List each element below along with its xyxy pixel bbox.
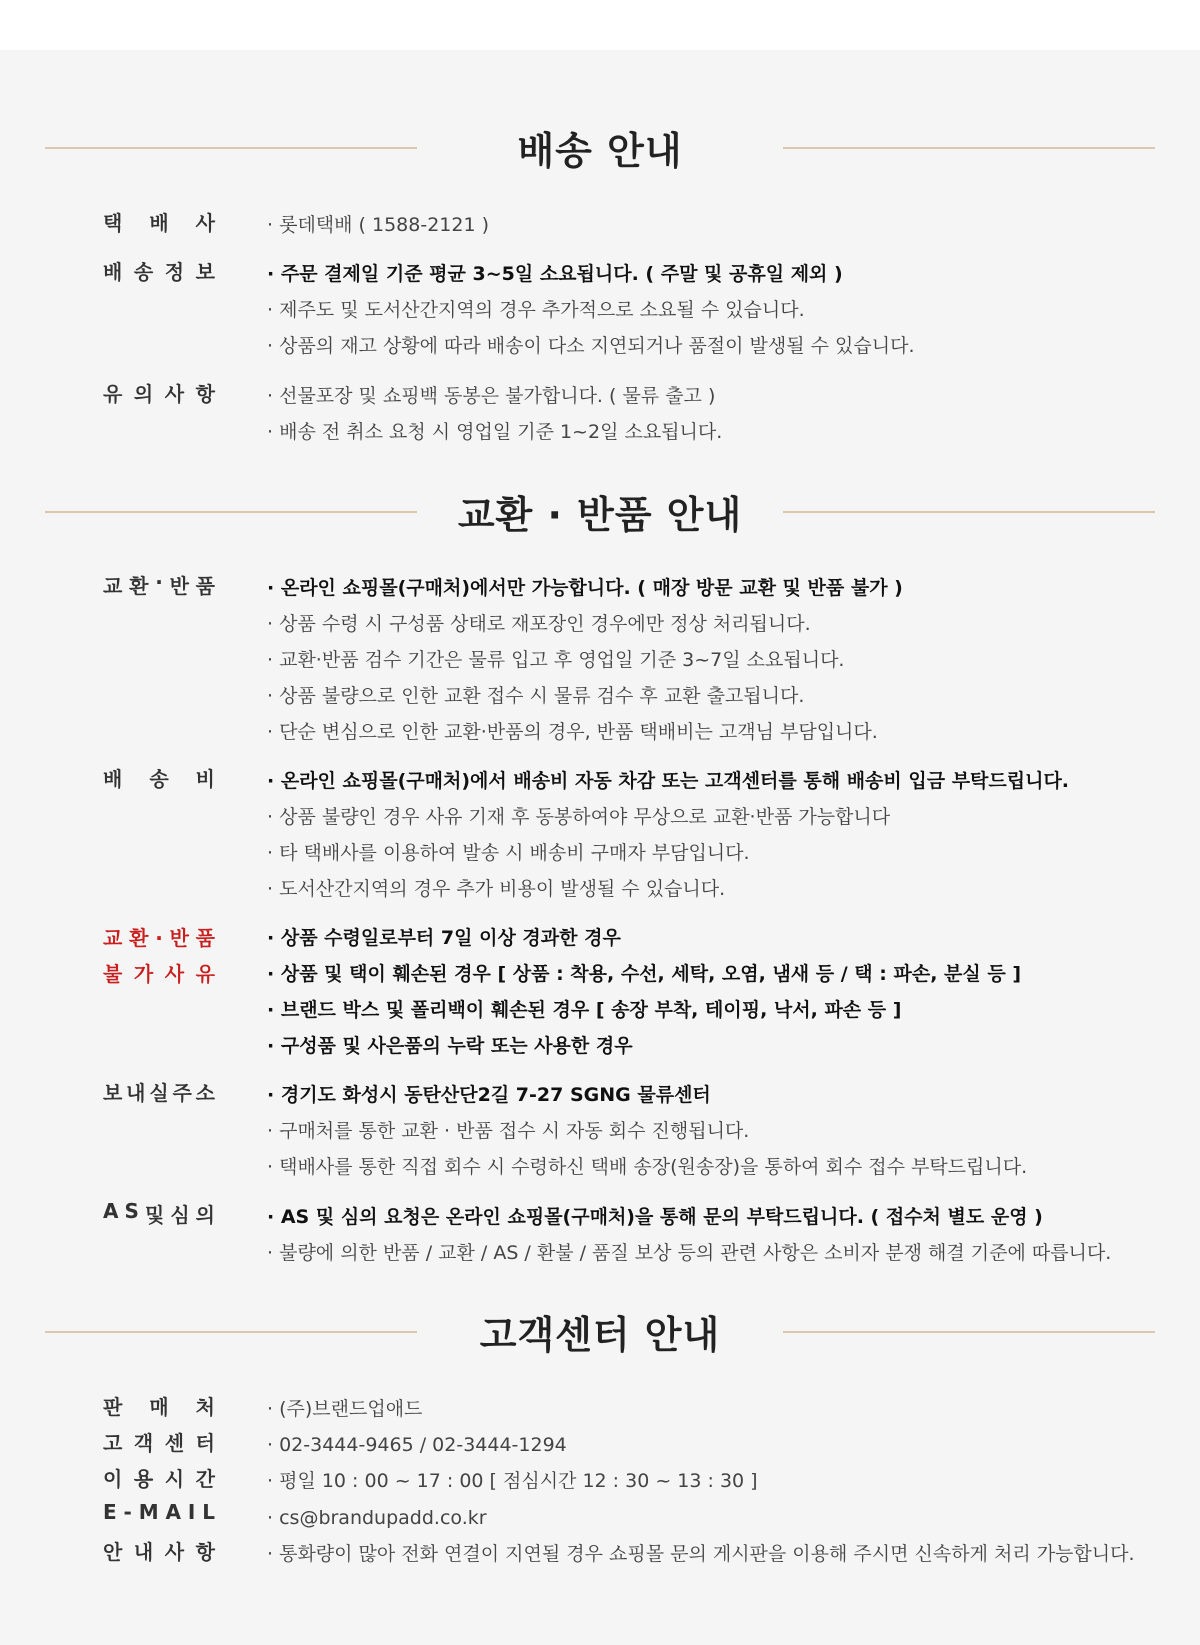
divider-line-left	[45, 147, 417, 149]
label-line: 불 가 사 유	[103, 962, 215, 986]
section-header-shipping	[0, 117, 1200, 177]
row-items	[267, 570, 1167, 750]
list-item: · 롯데택배 ( 1588-2121 )	[267, 207, 1167, 243]
row-items	[267, 1427, 1167, 1463]
list-item: · 상품 수령 시 구성품 상태로 재포장인 경우에만 정상 처리됩니다.	[267, 606, 1167, 642]
list-item: · 구매처를 통한 교환 · 반품 접수 시 자동 회수 진행됩니다.	[267, 1113, 1167, 1149]
list-item: · 택배사를 통한 직접 회수 시 수령하신 택배 송장(원송장)을 통하여 회수 접수 부탁드립니다.	[267, 1149, 1167, 1185]
row-label: 보 내 실 주 소	[103, 1081, 215, 1105]
row-items	[267, 1536, 1167, 1572]
row-label: 교 환 · 반 품	[103, 570, 215, 598]
row-label-warning	[103, 920, 215, 992]
list-item: · 상품 및 택이 훼손된 경우 [ 상품 : 착용, 수선, 세탁, 오염, 냄새 등 / 택 : 파손, 분실 등 ]	[267, 956, 1167, 992]
label-line: 교 환 · 반 품	[103, 926, 215, 950]
top-white-band	[0, 0, 1200, 50]
list-item: · AS 및 심의 요청은 온라인 쇼핑몰(구매처)을 통해 문의 부탁드립니다. ( 접수처 별도 운영 )	[267, 1199, 1167, 1235]
divider-line-right	[783, 1331, 1155, 1333]
list-item: · 온라인 쇼핑몰(구매처)에서만 가능합니다. ( 매장 방문 교환 및 반품 불가 )	[267, 570, 1167, 606]
row-items	[267, 1391, 1167, 1427]
section-header-exchange-return	[0, 481, 1200, 541]
row-items	[267, 378, 1167, 450]
row-label: E - M A I L	[103, 1500, 215, 1524]
list-item: · 도서산간지역의 경우 추가 비용이 발생될 수 있습니다.	[267, 871, 1167, 907]
row-label: A S 및 심 의	[103, 1199, 215, 1227]
row-items	[267, 1077, 1167, 1185]
section-title-customer-center: 고객센터 안내	[479, 1312, 721, 1357]
row-items	[267, 207, 1167, 243]
row-items	[267, 1500, 1167, 1536]
row-items	[267, 920, 1167, 1064]
row-label: 배 송 비	[103, 767, 215, 791]
row-items	[267, 763, 1167, 907]
divider-line-left	[45, 511, 417, 513]
section-title-exchange-return: 교환 · 반품 안내	[457, 492, 743, 537]
list-item: · 온라인 쇼핑몰(구매처)에서 배송비 자동 차감 또는 고객센터를 통해 배송비 입금 부탁드립니다.	[267, 763, 1167, 799]
list-item: · 상품의 재고 상황에 따라 배송이 다소 지연되거나 품절이 발생될 수 있습니다.	[267, 328, 1167, 364]
row-items	[267, 1199, 1167, 1271]
list-item: · 타 택배사를 이용하여 발송 시 배송비 구매자 부담입니다.	[267, 835, 1167, 871]
list-item: · 교환·반품 검수 기간은 물류 입고 후 영업일 기준 3~7일 소요됩니다.	[267, 642, 1167, 678]
row-label: 안 내 사 항	[103, 1540, 215, 1564]
list-item: · 통화량이 많아 전화 연결이 지연될 경우 쇼핑몰 문의 게시판을 이용해 주시면 신속하게 처리 가능합니다.	[267, 1536, 1167, 1572]
list-item: · 02-3444-9465 / 02-3444-1294	[267, 1427, 1167, 1463]
list-item: · 평일 10 : 00 ~ 17 : 00 [ 점심시간 12 : 30 ~ 13 : 30 ]	[267, 1463, 1167, 1499]
list-item: · (주)브랜드업애드	[267, 1391, 1167, 1427]
list-item: · 상품 수령일로부터 7일 이상 경과한 경우	[267, 920, 1167, 956]
list-item: · 경기도 화성시 동탄산단2길 7-27 SGNG 물류센터	[267, 1077, 1167, 1113]
row-label: 고 객 센 터	[103, 1431, 215, 1455]
divider-line-right	[783, 147, 1155, 149]
list-item: · 단순 변심으로 인한 교환·반품의 경우, 반품 택배비는 고객님 부담입니다.	[267, 714, 1167, 750]
list-item: · 배송 전 취소 요청 시 영업일 기준 1~2일 소요됩니다.	[267, 414, 1167, 450]
list-item: · cs@brandupadd.co.kr	[267, 1500, 1167, 1536]
row-label: 유 의 사 항	[103, 382, 215, 406]
list-item: · 불량에 의한 반품 / 교환 / AS / 환불 / 품질 보상 등의 관련 사항은 소비자 분쟁 해결 기준에 따릅니다.	[267, 1235, 1167, 1271]
divider-line-left	[45, 1331, 417, 1333]
list-item: · 브랜드 박스 및 폴리백이 훼손된 경우 [ 송장 부착, 테이핑, 낙서, 파손 등 ]	[267, 992, 1167, 1028]
list-item: · 상품 불량으로 인한 교환 접수 시 물류 검수 후 교환 출고됩니다.	[267, 678, 1167, 714]
list-item: · 상품 불량인 경우 사유 기재 후 동봉하여야 무상으로 교환·반품 가능합니다	[267, 799, 1167, 835]
section-header-customer-center	[0, 1301, 1200, 1361]
list-item: · 제주도 및 도서산간지역의 경우 추가적으로 소요될 수 있습니다.	[267, 292, 1167, 328]
list-item: · 주문 결제일 기준 평균 3~5일 소요됩니다. ( 주말 및 공휴일 제외 )	[267, 256, 1167, 292]
row-label: 판 매 처	[103, 1395, 215, 1419]
row-label: 이 용 시 간	[103, 1467, 215, 1491]
row-items	[267, 256, 1167, 364]
row-label: 택 배 사	[103, 211, 215, 235]
divider-line-right	[783, 511, 1155, 513]
section-title-shipping: 배송 안내	[517, 128, 683, 173]
row-items	[267, 1463, 1167, 1499]
list-item: · 구성품 및 사은품의 누락 또는 사용한 경우	[267, 1028, 1167, 1064]
list-item: · 선물포장 및 쇼핑백 동봉은 불가합니다. ( 물류 출고 )	[267, 378, 1167, 414]
row-label: 배 송 정 보	[103, 260, 215, 284]
